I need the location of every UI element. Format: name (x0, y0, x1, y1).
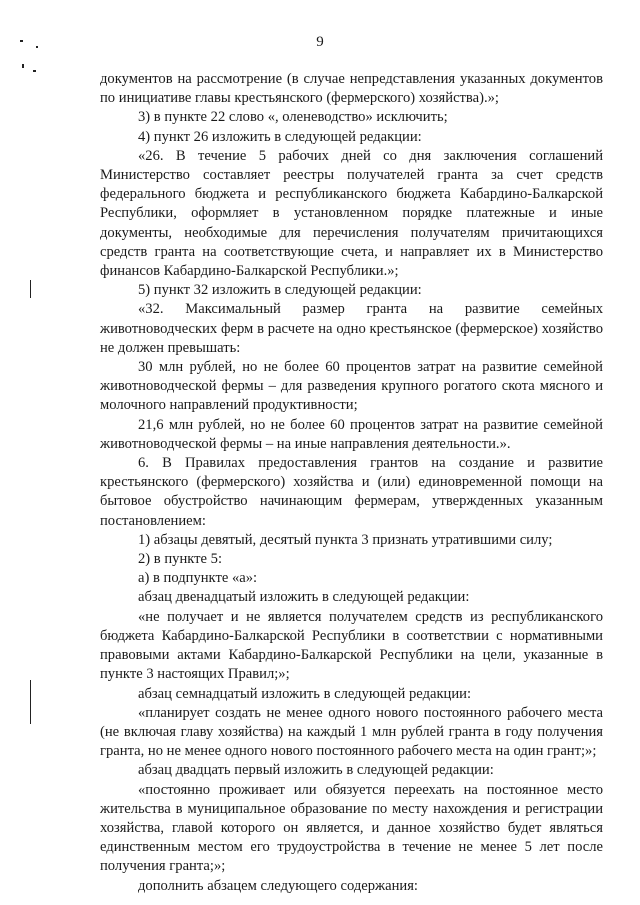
paragraph: «планирует создать не менее одного нового постоянного рабочего места (не включая главу хозяйства) на каждый 1 млн рублей гранта в году получения гранта, но не менее одного нового постоянного рабочего места на один грант;»; (100, 704, 603, 760)
scan-mark (22, 64, 24, 68)
scan-mark (30, 680, 31, 724)
paragraph: а) в подпункте «а»: (138, 570, 258, 587)
document-body (100, 70, 603, 896)
paragraph: «32. Максимальный размер гранта на развитие семейных животноводческих ферм в расчете на одно крестьянское (фермерское) хозяйство не должен превышать: (100, 301, 603, 356)
paragraph: 1) абзацы девятый, десятый пункта 3 признать утратившими силу; (138, 531, 553, 548)
paragraph: дополнить абзацем следующего содержания: (138, 877, 418, 894)
scan-mark (33, 70, 36, 72)
paragraph: 3) в пункте 22 слово «, оленеводство» исключить; (138, 109, 448, 126)
paragraph: документов на рассмотрение (в случае непредставления указанных документов по инициативе главы крестьянского (фермерского) хозяйства).»; (100, 71, 603, 107)
paragraph: абзац семнадцатый изложить в следующей редакции: (138, 685, 472, 702)
paragraph: «постоянно проживает или обязуется переехать на постоянное место жительства в муниципальное образование по месту нахождения и регистрации хозяйства, главой которого он является, и данное хозяйство будет являться единственным местом его трудоустройства в течение не менее 5 лет после получения гранта;»; (100, 781, 603, 875)
paragraph: 30 млн рублей, но не более 60 процентов затрат на развитие семейной животноводческой фермы – для разведения крупного рогатого скота мясного и молочного направлений продуктивности; (100, 359, 603, 414)
paragraph: 2) в пункте 5: (138, 551, 223, 568)
paragraph: «26. В течение 5 рабочих дней со дня заключения соглашений Министерство составляет реестры получателей гранта за счет средств федерального бюджета и республиканского бюджета Кабардино-Балкарской Республики, оформляет в установленном порядке платежные и иные документы, необходимые для перечисления получателям причитающихся средств гранта на соответствующие счета, и направляет их в Министерство финансов Кабардино-Балкарской Республики.»; (100, 147, 603, 280)
paragraph: 4) пункт 26 изложить в следующей редакции: (138, 128, 422, 145)
scan-mark (30, 280, 31, 298)
paragraph: абзац двенадцатый изложить в следующей редакции: (138, 589, 470, 606)
paragraph: 5) пункт 32 изложить в следующей редакции: (138, 282, 422, 299)
page-number: 9 (316, 34, 324, 50)
paragraph: «не получает и не является получателем средств из республиканского бюджета Кабардино-Балкарской Республики в соответствии с нормативными правовыми актами Кабардино-Балкарской Республики на цели, указанные в пункте 3 настоящих Правил;»; (100, 608, 603, 683)
paragraph: абзац двадцать первый изложить в следующей редакции: (138, 762, 494, 779)
paragraph: 21,6 млн рублей, но не более 60 процентов затрат на развитие семейной животноводческой фермы – на иные направления деятельности.». (100, 416, 603, 452)
paragraph: 6. В Правилах предоставления грантов на создание и развитие крестьянского (фермерского) хозяйства и (или) единовременной помощи на бытовое обустройство начинающим фермерам, утвержденных указанным постановлением: (100, 455, 603, 529)
